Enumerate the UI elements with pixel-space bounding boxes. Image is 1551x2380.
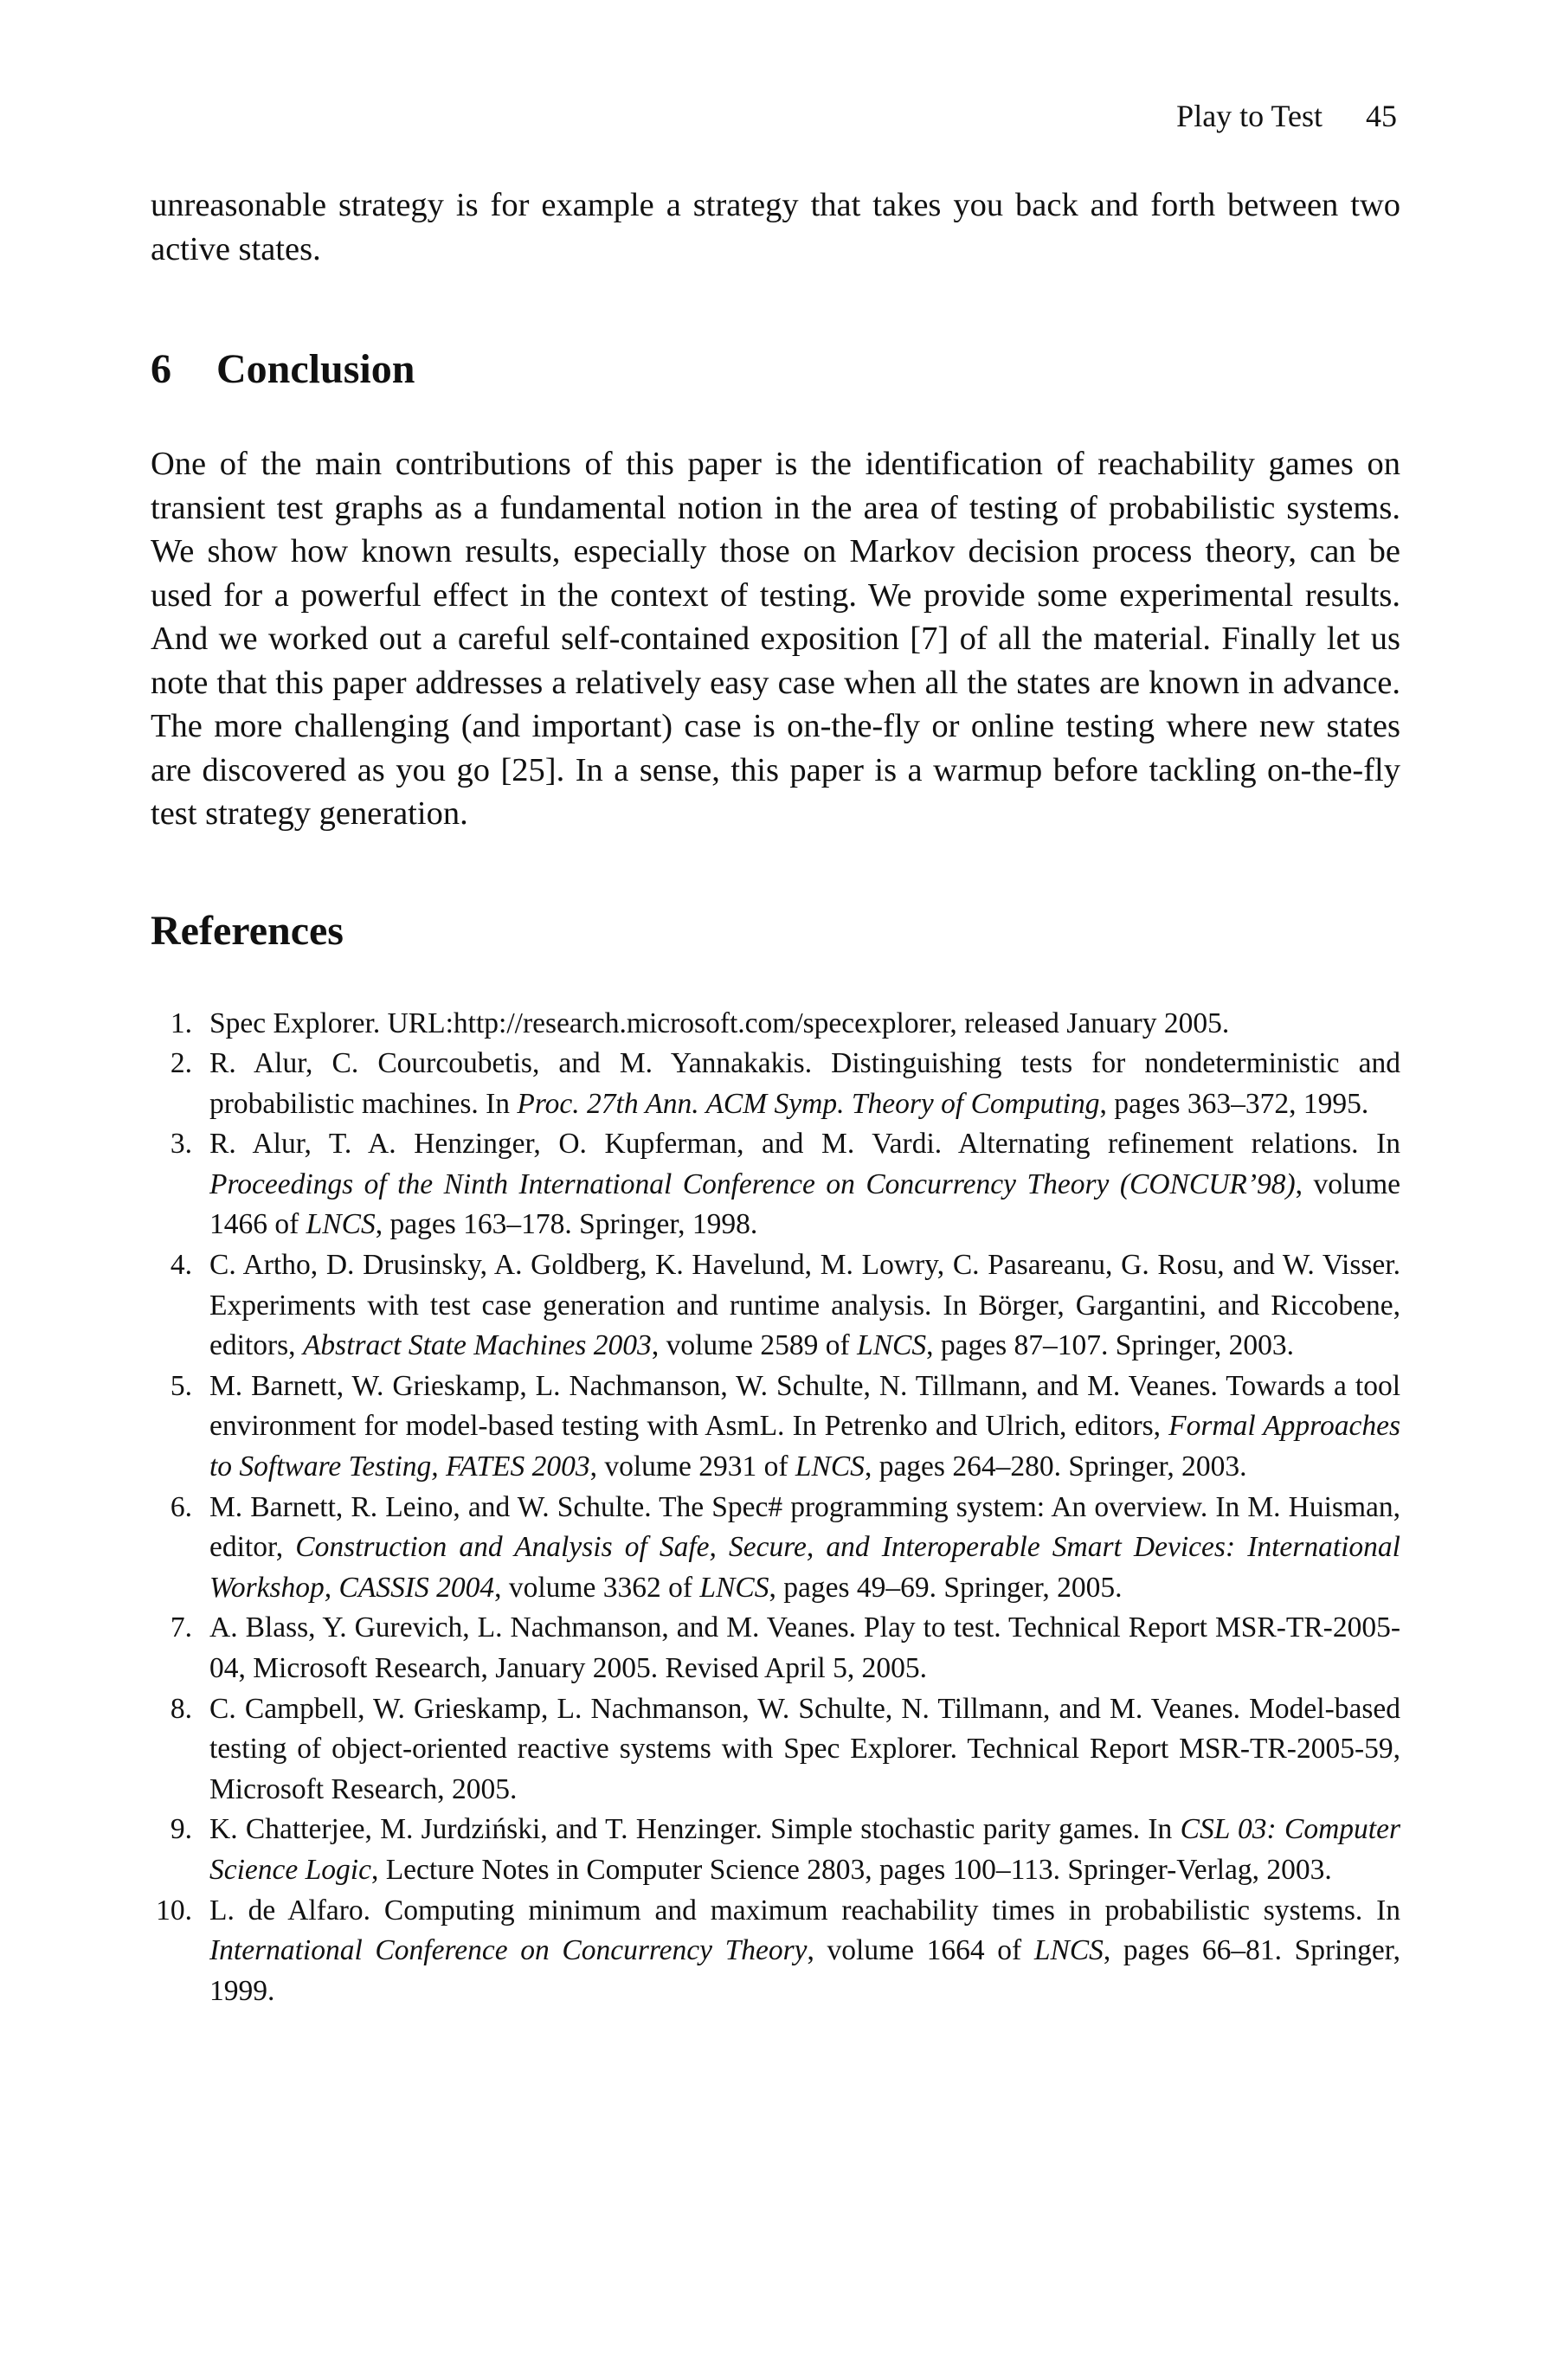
reference-italic-segment: International Conference on Concurrency Theory — [209, 1934, 808, 1967]
reference-segment: , pages 66–81. Springer, 1999. — [209, 1934, 1400, 2007]
reference-text — [209, 1370, 1400, 1483]
reference-item — [151, 1488, 1400, 1609]
reference-text — [209, 1128, 1400, 1240]
reference-number: 3. — [170, 1128, 192, 1161]
reference-number: 8. — [170, 1692, 192, 1725]
reference-text — [209, 1047, 1400, 1120]
page-number: 45 — [1366, 99, 1397, 133]
reference-text — [209, 1693, 1400, 1805]
reference-italic-segment: Proceedings of the Ninth International Conference on Concurrency Theory (CONCUR’98) — [209, 1167, 1296, 1200]
reference-item — [151, 1004, 1400, 1045]
reference-segment: , pages 163–178. Springer, 1998. — [375, 1208, 758, 1241]
reference-segment: , volume 2589 of — [651, 1329, 858, 1362]
reference-item — [151, 1608, 1400, 1689]
section-title: Conclusion — [216, 346, 415, 392]
reference-segment: , pages 87–107. Springer, 2003. — [926, 1329, 1294, 1362]
main-content — [151, 183, 1400, 2011]
reference-segment: , pages 363–372, 1995. — [1099, 1087, 1369, 1120]
reference-number: 4. — [170, 1249, 192, 1282]
reference-italic-segment: LNCS — [795, 1451, 865, 1483]
reference-number: 2. — [170, 1047, 192, 1080]
reference-number: 10. — [156, 1894, 192, 1927]
reference-number: 7. — [170, 1611, 192, 1644]
reference-number: 1. — [170, 1007, 192, 1039]
reference-item — [151, 1044, 1400, 1124]
reference-segment: M. Barnett, R. Leino, and W. Schulte. The Spec# programming system: An overview. In M. Huisman, editor, — [209, 1490, 1400, 1564]
reference-italic-segment: LNCS — [699, 1571, 769, 1604]
reference-item — [151, 1891, 1400, 2012]
reference-text — [209, 1491, 1400, 1604]
reference-segment: , volume 3362 of — [494, 1571, 700, 1604]
reference-number: 9. — [170, 1813, 192, 1846]
reference-italic-segment: Construction and Analysis of Safe, Secure, and Interoperable Smart Devices: International Workshop, CASSIS 2004 — [209, 1531, 1400, 1604]
reference-text — [209, 1894, 1400, 2007]
reference-italic-segment: Proc. 27th Ann. ACM Symp. Theory of Computing — [517, 1087, 1100, 1120]
reference-number: 5. — [170, 1369, 192, 1402]
reference-text — [209, 1007, 1229, 1039]
reference-segment: Spec Explorer. URL:http://research.microsoft.com/specexplorer, released January 2005. — [209, 1007, 1230, 1039]
reference-segment: R. Alur, T. A. Henzinger, O. Kupferman, and M. Vardi. Alternating refinement relations. In — [209, 1128, 1400, 1161]
reference-item — [151, 1810, 1400, 1890]
reference-segment: , Lecture Notes in Computer Science 2803, pages 100–113. Springer-Verlag, 2003. — [370, 1853, 1332, 1886]
reference-segment: M. Barnett, W. Grieskamp, L. Nachmanson, W. Schulte, N. Tillmann, and M. Veanes. Towards a tool environment for model-based testing with AsmL. In Petrenko and Ulrich, editors, — [209, 1369, 1400, 1443]
reference-italic-segment: Formal Approaches to Software Testing, FATES 2003 — [209, 1410, 1400, 1483]
references-list — [151, 1004, 1400, 2012]
reference-segment: , volume 1466 of — [209, 1167, 1400, 1241]
reference-text — [209, 1611, 1400, 1684]
reference-segment: R. Alur, C. Courcoubetis, and M. Yannakakis. Distinguishing tests for nondeterministic and probabilistic machines. In — [209, 1047, 1400, 1120]
reference-item — [151, 1689, 1400, 1811]
section-number: 6 — [151, 346, 171, 392]
reference-number: 6. — [170, 1490, 192, 1523]
running-head — [1176, 97, 1397, 135]
reference-italic-segment: CSL 03: Computer Science Logic — [209, 1813, 1400, 1886]
reference-segment: , pages 264–280. Springer, 2003. — [864, 1451, 1247, 1483]
reference-item — [151, 1245, 1400, 1367]
conclusion-paragraph: One of the main contributions of this paper is the identification of reachability games on transient test graphs as a fundamental notion in the area of testing of probabilistic systems. We show how known results, especially those on Markov decision process theory, can be used for a powerful effect in the context of testing. We provide some experimental results. And we worked out a careful self-contained exposition [7] of all the material. Finally let us note that this paper addresses a relatively easy case when all the states are known in advance. The more challenging (and important) case is on-the-fly or online testing where new states are discovered as you go [25]. In a sense, this paper is a warmup before tackling on-the-fly test strategy generation. — [151, 446, 1400, 832]
section-heading-conclusion — [151, 344, 1400, 396]
intro-paragraph: unreasonable strategy is for example a strategy that takes you back and forth between two active states. — [151, 187, 1400, 267]
reference-segment: , pages 49–69. Springer, 2005. — [769, 1571, 1123, 1604]
reference-segment: L. de Alfaro. Computing minimum and maximum reachability times in probabilistic systems. In — [209, 1894, 1400, 1927]
running-head-title: Play to Test — [1176, 99, 1323, 133]
reference-segment: C. Artho, D. Drusinsky, A. Goldberg, K. Havelund, M. Lowry, C. Pasareanu, G. Rosu, and W. Visser. Experiments with test case generation and runtime analysis. In Börger, Gargantini, and Riccobene, editors, — [209, 1249, 1400, 1362]
reference-item — [151, 1367, 1400, 1488]
reference-segment: A. Blass, Y. Gurevich, L. Nachmanson, and M. Veanes. Play to test. Technical Report MSR-TR-2005-04, Microsoft Research, January 2005. Revised April 5, 2005. — [209, 1611, 1400, 1684]
reference-text — [209, 1813, 1400, 1886]
reference-italic-segment: LNCS — [857, 1329, 927, 1362]
reference-italic-segment: Abstract State Machines 2003 — [302, 1329, 652, 1362]
reference-segment: C. Campbell, W. Grieskamp, L. Nachmanson, W. Schulte, N. Tillmann, and M. Veanes. Model-based testing of object-oriented reactive systems with Spec Explorer. Technical Report MSR-TR-2005-59, Microsoft Research, 2005. — [209, 1692, 1400, 1805]
reference-italic-segment: LNCS — [1033, 1934, 1104, 1967]
reference-segment: K. Chatterjee, M. Jurdziński, and T. Henzinger. Simple stochastic parity games. In — [209, 1813, 1181, 1846]
reference-segment: , volume 2931 of — [589, 1451, 795, 1483]
reference-item — [151, 1124, 1400, 1245]
reference-text — [209, 1249, 1400, 1361]
reference-segment: , volume 1664 of — [807, 1934, 1034, 1967]
references-heading: References — [151, 907, 344, 954]
reference-italic-segment: LNCS — [306, 1208, 376, 1241]
